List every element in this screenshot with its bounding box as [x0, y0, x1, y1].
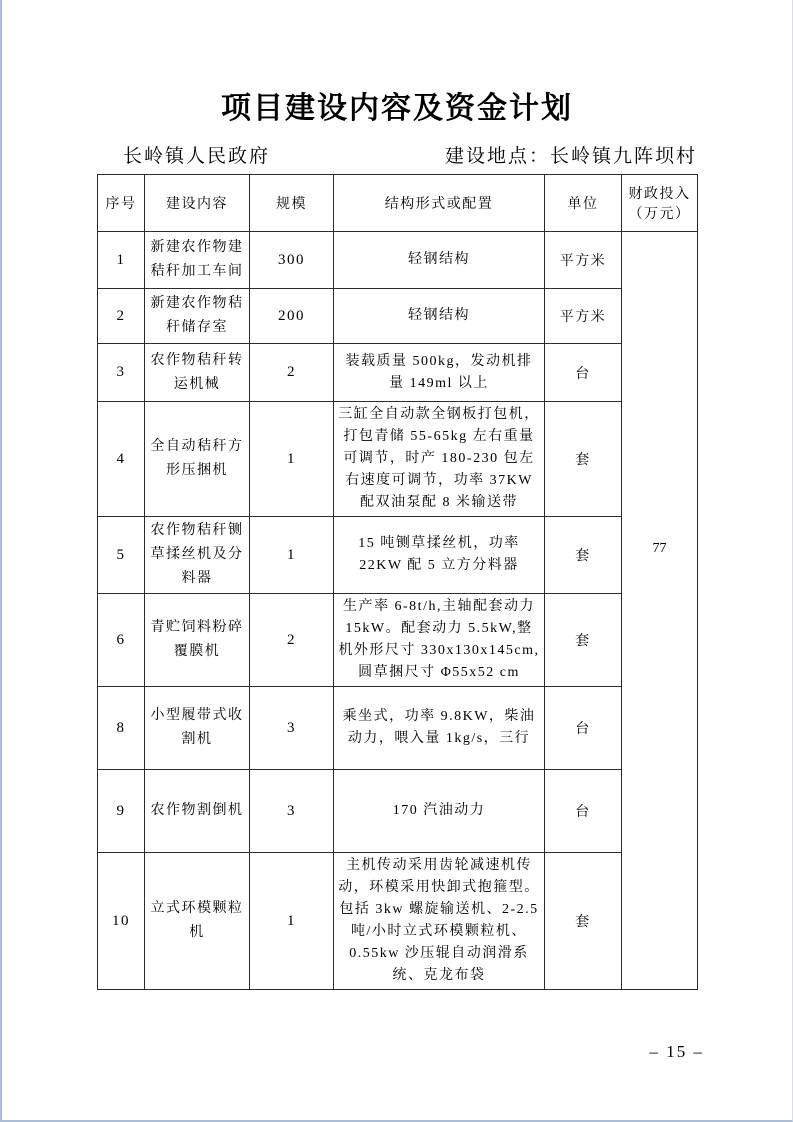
table-row: [98, 402, 698, 517]
col-header-unit: 单位: [545, 175, 622, 232]
unit-value: 套: [545, 853, 622, 990]
scale-value: 2: [250, 344, 334, 402]
content-area: [97, 141, 697, 990]
structure-spec: 轻钢结构: [334, 289, 545, 344]
table-row: [98, 517, 698, 594]
scale-value: 200: [250, 289, 334, 344]
construction-location: [445, 141, 697, 168]
investment-total-cell: [622, 232, 698, 990]
structure-spec: 轻钢结构: [334, 232, 545, 289]
table-row: [98, 853, 698, 990]
construction-content: 新建农作物建秸秆加工车间: [145, 232, 250, 289]
scale-value: 1: [250, 402, 334, 517]
applicant-name: 长岭镇人民政府: [123, 146, 271, 167]
project-table: [97, 174, 698, 990]
row-number: 6: [98, 594, 145, 687]
construction-content: 农作物秸秆转运机械: [145, 344, 250, 402]
scale-value: 300: [250, 232, 334, 289]
structure-spec: 生产率 6-8t/h,主轴配套动力 15kW。配套动力 5.5kW,整机外形尺寸 330x130x145cm,圆草捆尺寸 Φ55x52 cm: [334, 594, 545, 687]
unit-value: 平方米: [545, 232, 622, 289]
scale-value: 3: [250, 770, 334, 853]
col-header-content: 建设内容: [145, 175, 250, 232]
scale-value: 3: [250, 687, 334, 770]
header-row: [98, 175, 698, 232]
construction-content: 新建农作物秸秆储存室: [145, 289, 250, 344]
structure-spec: 15 吨铡草揉丝机，功率 22KW 配 5 立方分料器: [334, 517, 545, 594]
table-row: [98, 594, 698, 687]
table-row: [98, 232, 698, 289]
structure-spec: 170 汽油动力: [334, 770, 545, 853]
col-header-scale: 规模: [250, 175, 334, 232]
row-number: 2: [98, 289, 145, 344]
table-header: [98, 175, 698, 232]
scale-value: 2: [250, 594, 334, 687]
unit-value: 套: [545, 517, 622, 594]
row-number: 1: [98, 232, 145, 289]
row-number: 5: [98, 517, 145, 594]
unit-value: 套: [545, 402, 622, 517]
unit-value: 台: [545, 344, 622, 402]
structure-spec: 主机传动采用齿轮减速机传动，环模采用快卸式抱箍型。包括 3kw 螺旋输送机、2-2.5 吨/小时立式环模颗粒机、0.55kw 沙压辊自动润滑系统、克龙布袋: [334, 853, 545, 990]
col-header-investment: 财政投入（万元）: [622, 175, 698, 232]
construction-content: 全自动秸秆方形压捆机: [145, 402, 250, 517]
construction-content: 立式环模颗粒机: [145, 853, 250, 990]
construction-content: 青贮饲料粉碎覆膜机: [145, 594, 250, 687]
location-label: 建设地点：: [444, 146, 550, 167]
construction-content: 农作物割倒机: [145, 770, 250, 853]
unit-value: 套: [545, 594, 622, 687]
construction-content: 农作物秸秆铡草揉丝机及分料器: [145, 517, 250, 594]
investment-total: 77: [652, 540, 667, 556]
structure-spec: 三缸全自动款全钢板打包机，打包青储 55-65kg 左右重量可调节，时产 180-230 包左右速度可调节，功率 37KW 配双油泵配 8 米输送带: [334, 402, 545, 517]
col-header-number: 序号: [98, 175, 145, 232]
scale-value: 1: [250, 517, 334, 594]
row-number: 3: [98, 344, 145, 402]
location-value: 长岭镇九阵坝村: [549, 146, 697, 167]
table-body: [98, 232, 698, 990]
row-number: 8: [98, 687, 145, 770]
row-number: 9: [98, 770, 145, 853]
page-number: – 15 –: [649, 1042, 704, 1061]
subtitle-row: [97, 141, 697, 168]
scale-value: 1: [250, 853, 334, 990]
unit-value: 台: [545, 687, 622, 770]
row-number: 10: [98, 853, 145, 990]
construction-content: 小型履带式收割机: [145, 687, 250, 770]
unit-value: 台: [545, 770, 622, 853]
table-row: [98, 687, 698, 770]
table-row: [98, 770, 698, 853]
structure-spec: 装载质量 500kg，发动机排量 149ml 以上: [334, 344, 545, 402]
page-title: 项目建设内容及资金计划: [221, 92, 573, 125]
col-header-structure: 结构形式或配置: [334, 175, 545, 232]
structure-spec: 乘坐式，功率 9.8KW，柴油动力，喂入量 1kg/s，三行: [334, 687, 545, 770]
table-row: [98, 289, 698, 344]
unit-value: 平方米: [545, 289, 622, 344]
table-row: [98, 344, 698, 402]
row-number: 4: [98, 402, 145, 517]
